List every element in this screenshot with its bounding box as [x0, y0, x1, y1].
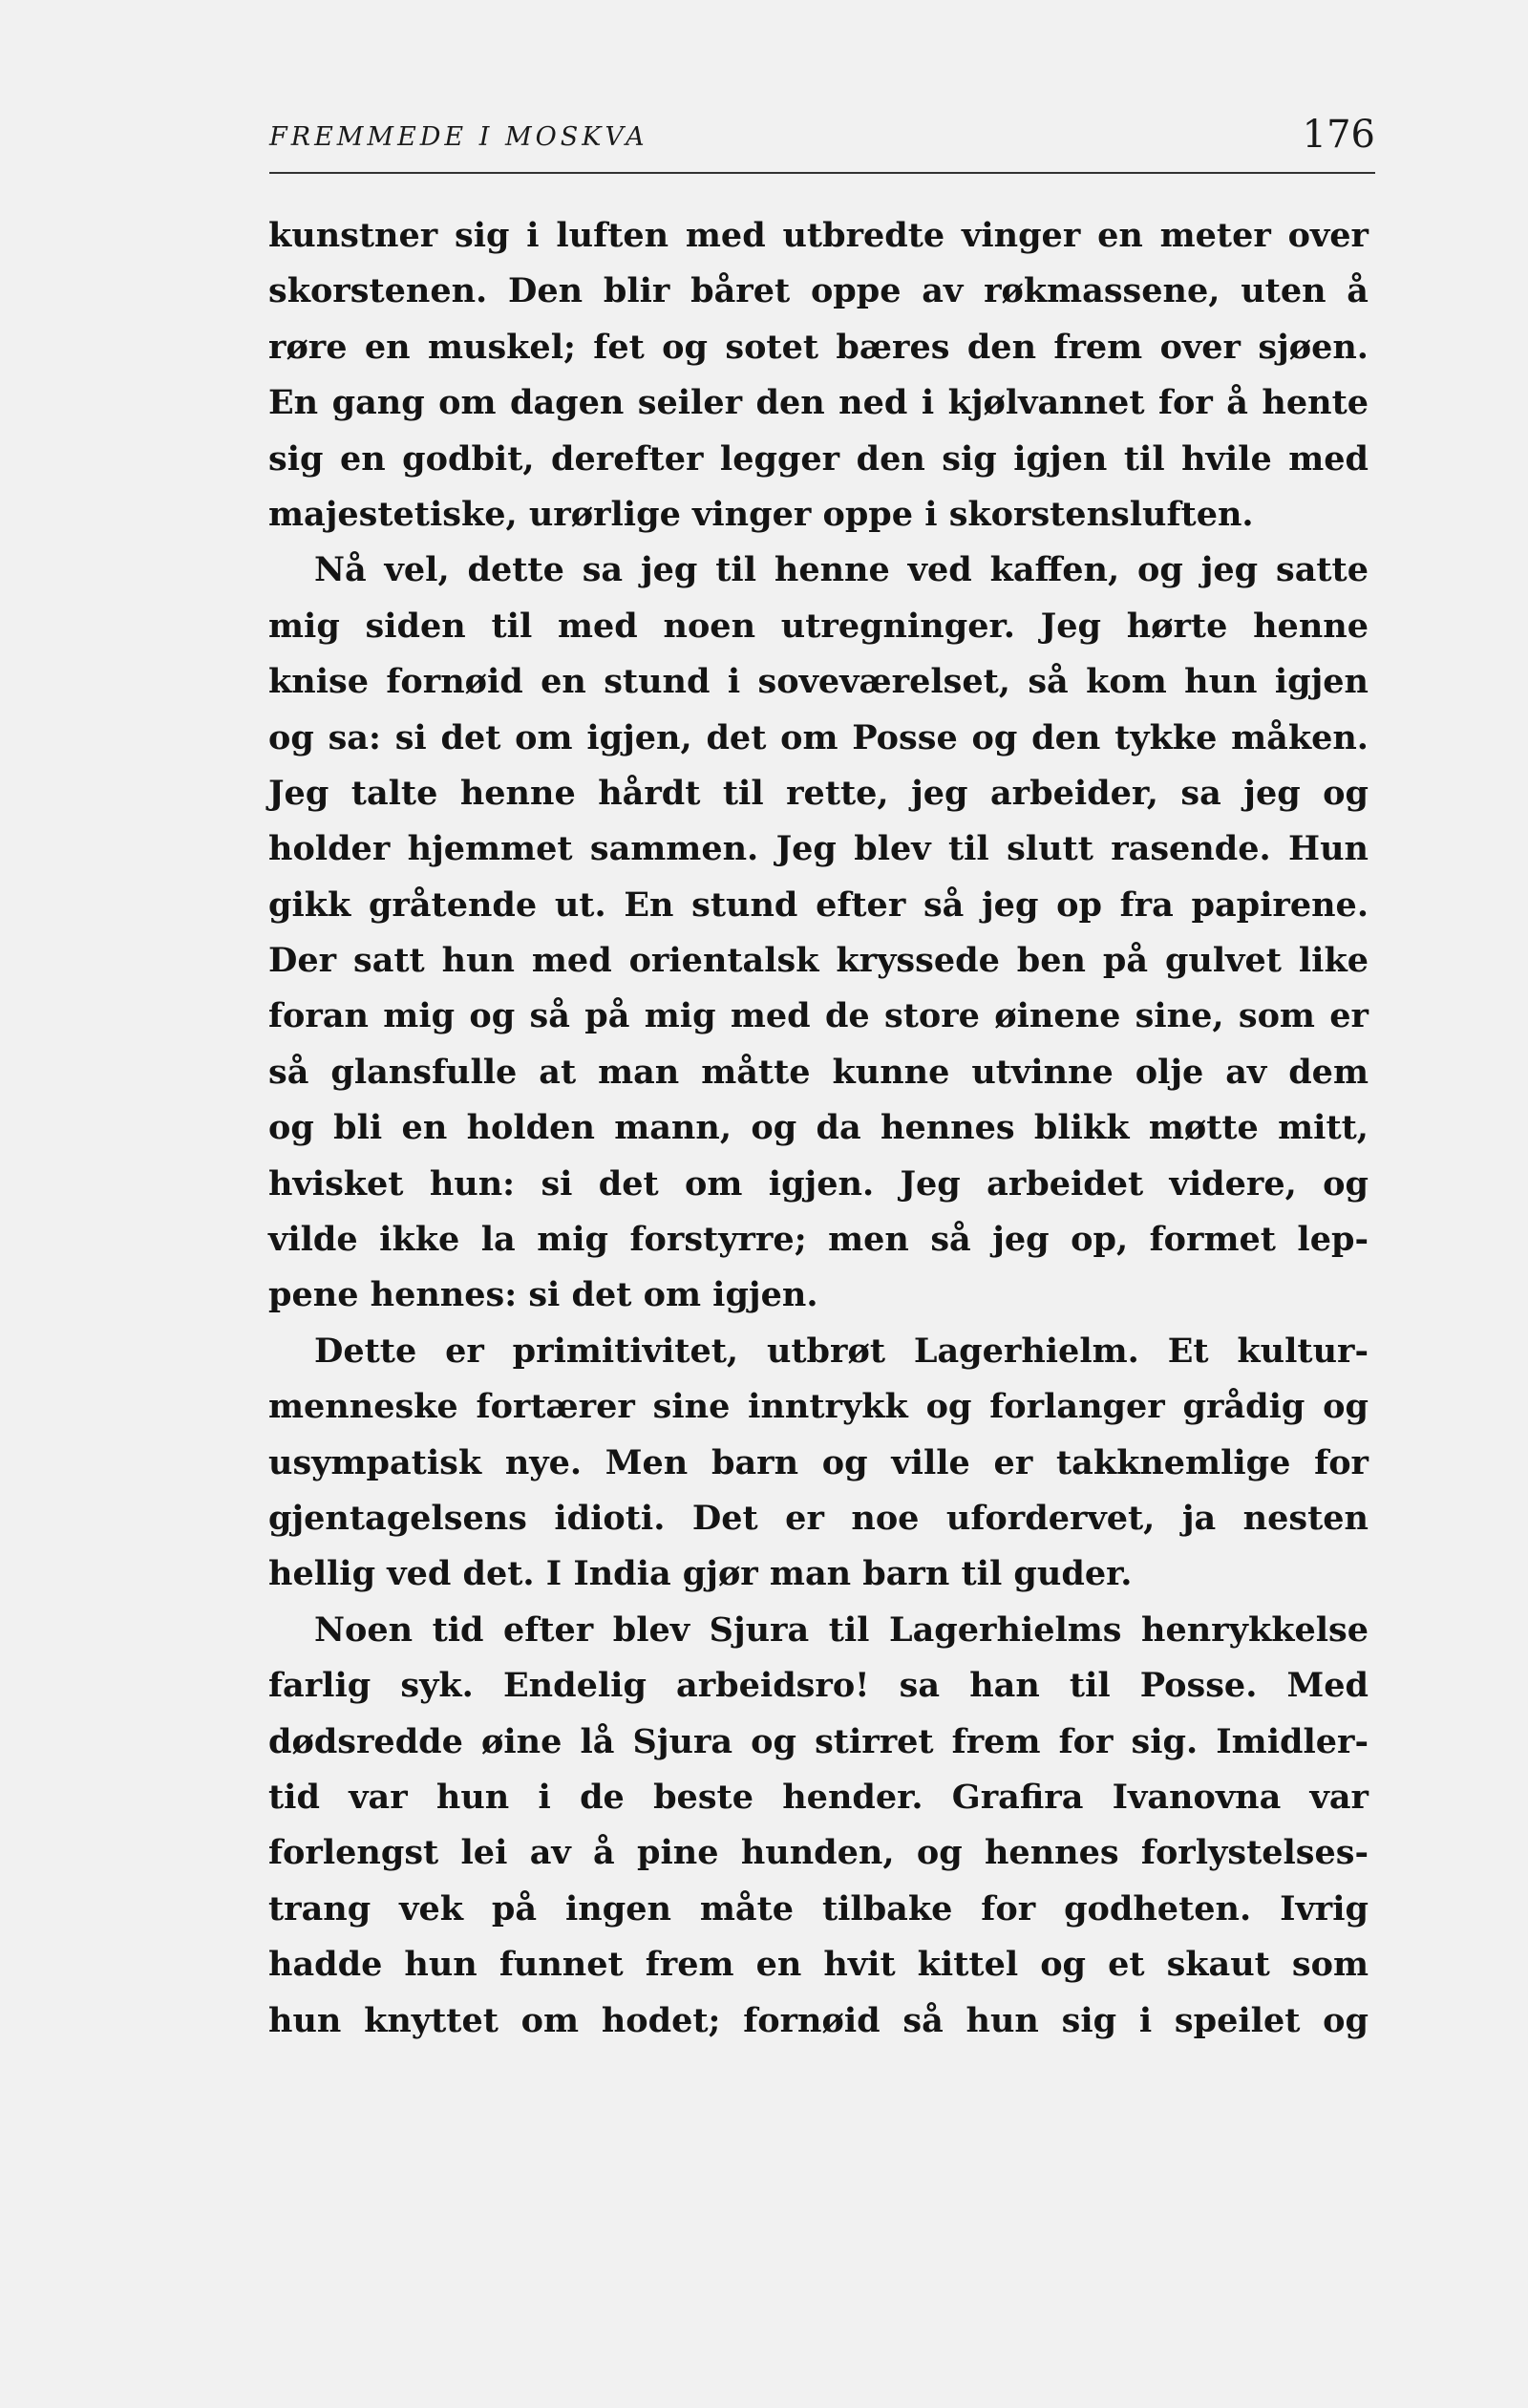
text-line: Dette er primitivitet, utbrøt Lagerhielm. Et kultur- — [314, 1331, 1369, 1371]
text-line: trang vek på ingen måte tilbake for godheten. Ivrig — [268, 1888, 1369, 1929]
text-line: hvisket hun: si det om igjen. Jeg arbeidet videre, og — [268, 1163, 1369, 1204]
text-line: mig siden til med noen utregninger. Jeg hørte henne — [268, 606, 1369, 646]
text-line: hun knyttet om hodet; fornøid så hun sig i speilet og — [268, 2000, 1369, 2040]
text-line: røre en muskel; fet og sotet bæres den frem over sjøen. — [268, 327, 1369, 367]
text-line: hadde hun funnet frem en hvit kittel og et skaut som — [268, 1945, 1369, 1985]
running-title: FREMMEDE I MOSKVA — [269, 122, 648, 152]
text-line: vilde ikke la mig forstyrre; men så jeg op, formet lep- — [268, 1220, 1369, 1260]
text-line: hellig ved det. I India gjør man barn til guder. — [268, 1554, 1133, 1594]
text-line: så glansfulle at man måtte kunne utvinne olje av dem — [268, 1052, 1369, 1092]
text-line: Nå vel, dette sa jeg til henne ved kaffen, og jeg satte — [314, 550, 1369, 590]
text-line: foran mig og så på mig med de store øinene sine, som er — [268, 996, 1369, 1036]
page-number: 176 — [1302, 113, 1375, 157]
text-line: menneske fortærer sine inntrykk og forlanger grådig og — [268, 1387, 1369, 1427]
text-line: majestetiske, urørlige vinger oppe i skorstensluften. — [268, 494, 1254, 534]
text-line: gjentagelsens idioti. Det er noe ufordervet, ja nesten — [268, 1498, 1369, 1538]
text-line: tid var hun i de beste hender. Grafira Ivanovna var — [268, 1777, 1369, 1817]
page-header — [269, 113, 1375, 174]
text-line: forlengst lei av å pine hunden, og hennes forlystelses- — [268, 1833, 1369, 1873]
text-line: Noen tid efter blev Sjura til Lagerhielms henrykkelse — [314, 1609, 1369, 1650]
body-text — [268, 208, 1369, 2049]
text-line: Der satt hun med orientalsk kryssede ben på gulvet like — [268, 941, 1369, 981]
text-line: holder hjemmet sammen. Jeg blev til slutt rasende. Hun — [268, 829, 1369, 869]
text-line: gikk gråtende ut. En stund efter så jeg op fra papirene. — [268, 884, 1369, 925]
text-line: pene hennes: si det om igjen. — [268, 1275, 818, 1315]
text-line: og sa: si det om igjen, det om Posse og den tykke måken. — [268, 717, 1369, 757]
text-line: skorstenen. Den blir båret oppe av røkmassene, uten å — [268, 271, 1369, 311]
text-line: Jeg talte henne hårdt til rette, jeg arbeider, sa jeg og — [268, 773, 1369, 813]
text-line: usympatisk nye. Men barn og ville er takknemlige for — [268, 1442, 1369, 1482]
text-line: kunstner sig i luften med utbredte vinger en meter over — [268, 216, 1369, 255]
text-line: dødsredde øine lå Sjura og stirret frem for sig. Imidler- — [268, 1721, 1369, 1761]
text-line: En gang om dagen seiler den ned i kjølvannet for å hente — [268, 383, 1369, 423]
text-line: sig en godbit, derefter legger den sig igjen til hvile med — [268, 438, 1369, 479]
text-line: knise fornøid en stund i soveværelset, så kom hun igjen — [268, 662, 1369, 702]
text-line: farlig syk. Endelig arbeidsro! sa han til Posse. Med — [268, 1666, 1369, 1706]
text-line: og bli en holden mann, og da hennes blikk møtte mitt, — [268, 1108, 1369, 1148]
